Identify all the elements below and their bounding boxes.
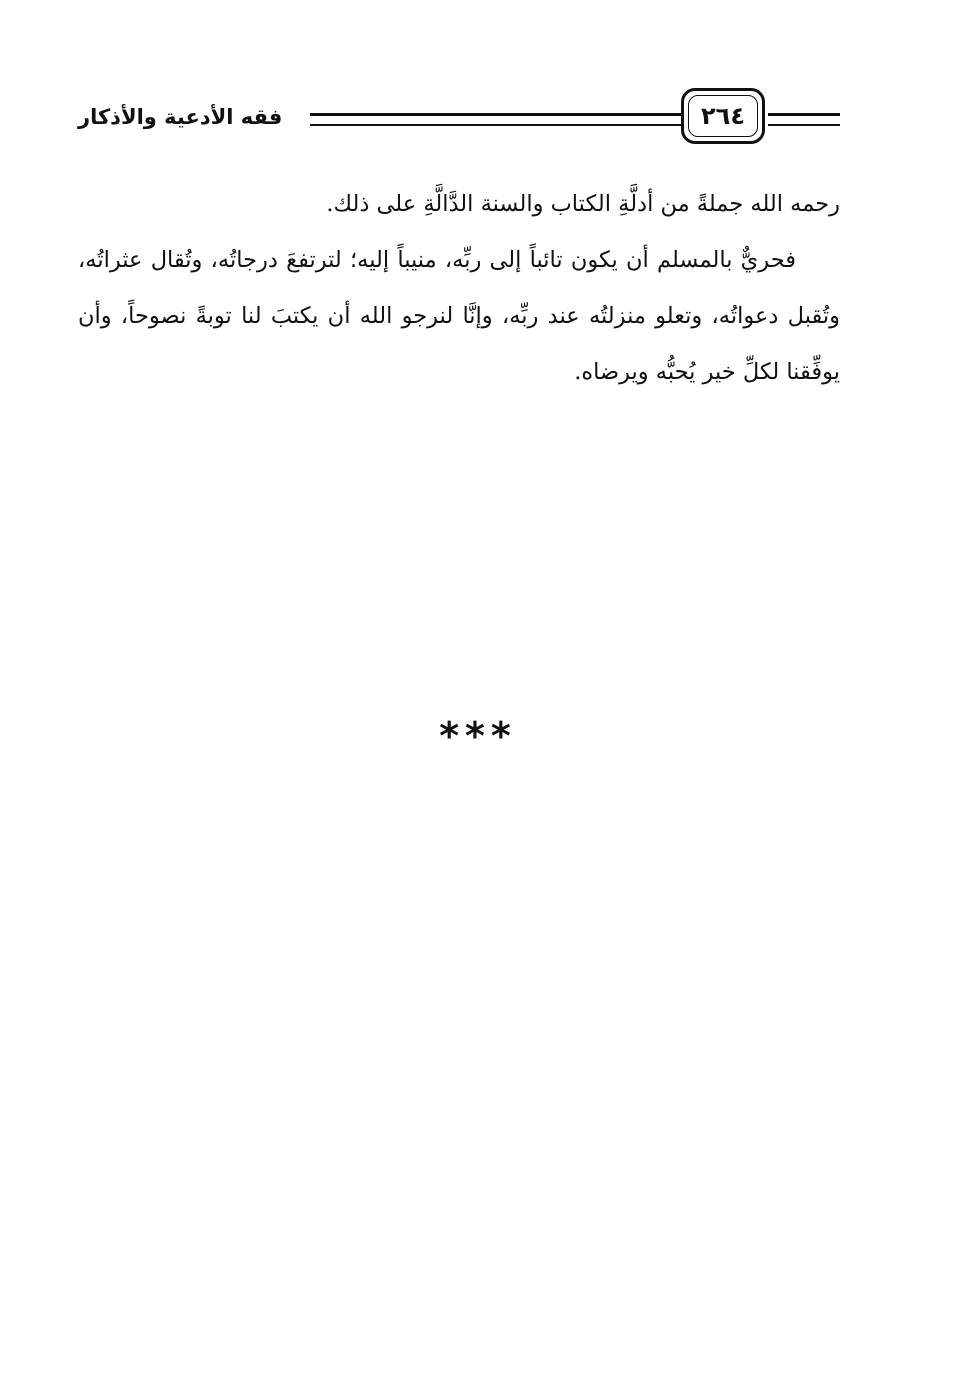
page-header <box>78 88 840 148</box>
book-title: فقه الأدعية والأذكار <box>78 105 283 129</box>
header-rule-left <box>310 113 682 126</box>
page-number-frame <box>681 88 765 144</box>
header-rule-right <box>768 113 840 126</box>
page-number: ٢٦٤ <box>701 102 745 130</box>
section-separator: *** <box>439 714 517 758</box>
paragraph-2: فحريٌّ بالمسلم أن يكون تائباً إلى ربِّه، منيباً إليه؛ لترتفعَ درجاتُه، وتُقال عثراتُه، وتُقبل دعواتُه، وتعلو منزلتُه عند ربِّه، وإنَّا لنرجو الله أن يكتبَ لنا توبةً نصوحاً، وأن يوفِّقنا لكلِّ خير يُحبُّه ويرضاه. <box>78 247 840 385</box>
paragraph-1: رحمه الله جملةً من أدلَّةِ الكتاب والسنة الدَّالَّةِ على ذلك. <box>326 191 840 217</box>
body-text <box>78 176 840 400</box>
